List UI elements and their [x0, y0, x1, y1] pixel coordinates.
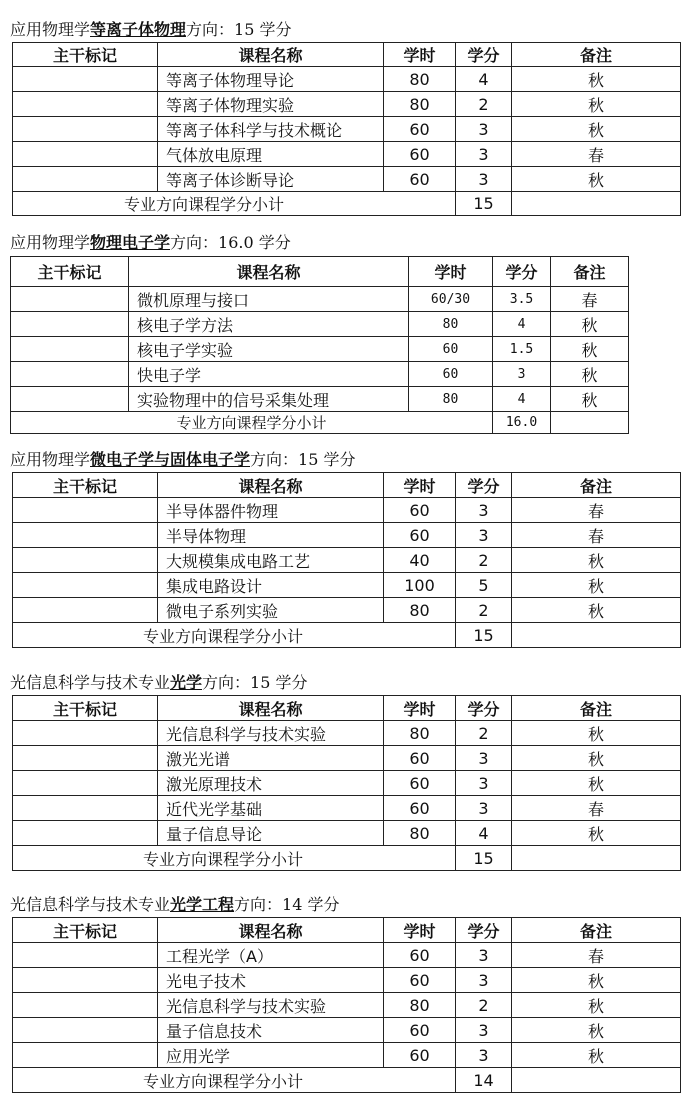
- subtotal-label: 专业方向课程学分小计: [11, 412, 493, 434]
- subtotal-note: [551, 412, 629, 434]
- course-name: 激光光谱: [158, 746, 384, 771]
- section-5-prefix: 光信息科学与技术专业: [10, 895, 171, 914]
- course-hours: 60: [384, 523, 456, 548]
- course-note: 秋: [512, 67, 681, 92]
- course-credits: 2: [456, 92, 512, 117]
- header-course: 课程名称: [158, 473, 384, 498]
- mark-cell: [13, 993, 158, 1018]
- table-header-row: [13, 43, 681, 67]
- course-hours: 40: [384, 548, 456, 573]
- course-name: 等离子体物理实验: [158, 92, 384, 117]
- course-name: 大规模集成电路工艺: [158, 548, 384, 573]
- course-name: 气体放电原理: [158, 142, 384, 167]
- header-credits: 学分: [456, 473, 512, 498]
- header-note: 备注: [512, 918, 681, 943]
- mark-cell: [13, 548, 158, 573]
- subtotal-row: [13, 623, 681, 648]
- course-note: 春: [512, 523, 681, 548]
- course-credits: 3: [456, 117, 512, 142]
- header-credits: 学分: [493, 257, 551, 287]
- course-credits: 3: [456, 1043, 512, 1068]
- subtotal-label: 专业方向课程学分小计: [13, 1068, 456, 1093]
- table-row: [13, 498, 681, 523]
- course-hours: 60: [409, 362, 493, 387]
- course-note: 秋: [512, 1018, 681, 1043]
- table-row: [11, 287, 629, 312]
- course-note: 秋: [551, 362, 629, 387]
- subtotal-note: [512, 192, 681, 216]
- mark-cell: [13, 523, 158, 548]
- mark-cell: [13, 573, 158, 598]
- course-name: 等离子体诊断导论: [158, 167, 384, 192]
- table-row: [13, 117, 681, 142]
- header-note: 备注: [512, 473, 681, 498]
- header-hours: 学时: [384, 43, 456, 67]
- course-note: 春: [512, 796, 681, 821]
- section-1-suffix: 方向：15 学分: [186, 20, 292, 39]
- mark-cell: [13, 167, 158, 192]
- table-row: [13, 1043, 681, 1068]
- mark-cell: [13, 821, 158, 846]
- subtotal-note: [512, 1068, 681, 1093]
- course-hours: 80: [384, 92, 456, 117]
- header-hours: 学时: [409, 257, 493, 287]
- table-row: [13, 142, 681, 167]
- table-row: [13, 746, 681, 771]
- course-name: 等离子体科学与技术概论: [158, 117, 384, 142]
- subtotal-label: 专业方向课程学分小计: [13, 192, 456, 216]
- course-note: 秋: [512, 92, 681, 117]
- course-credits: 3.5: [493, 287, 551, 312]
- header-course: 课程名称: [158, 43, 384, 67]
- section-5-table: [12, 917, 681, 1093]
- course-name: 实验物理中的信号采集处理: [129, 387, 409, 412]
- course-name: 半导体器件物理: [158, 498, 384, 523]
- course-name: 等离子体物理导论: [158, 67, 384, 92]
- course-credits: 3: [456, 771, 512, 796]
- course-hours: 60: [384, 1018, 456, 1043]
- mark-cell: [11, 312, 129, 337]
- course-name: 核电子学实验: [129, 337, 409, 362]
- section-1-table: [12, 42, 681, 216]
- course-credits: 3: [456, 498, 512, 523]
- course-hours: 80: [384, 721, 456, 746]
- mark-cell: [11, 387, 129, 412]
- subtotal-note: [512, 846, 681, 871]
- header-credits: 学分: [456, 918, 512, 943]
- header-note: 备注: [512, 43, 681, 67]
- section-4-prefix: 光信息科学与技术专业: [10, 673, 171, 692]
- header-note: 备注: [512, 696, 681, 721]
- section-1-prefix: 应用物理学: [10, 20, 91, 39]
- course-name: 光信息科学与技术实验: [158, 993, 384, 1018]
- course-credits: 3: [456, 968, 512, 993]
- course-note: 秋: [512, 1043, 681, 1068]
- mark-cell: [13, 598, 158, 623]
- course-hours: 60: [409, 337, 493, 362]
- course-hours: 60: [384, 117, 456, 142]
- subtotal-row: [11, 412, 629, 434]
- course-hours: 60: [384, 498, 456, 523]
- header-mark: 主干标记: [11, 257, 129, 287]
- mark-cell: [13, 746, 158, 771]
- course-hours: 80: [384, 821, 456, 846]
- header-mark: 主干标记: [13, 43, 158, 67]
- subtotal-note: [512, 623, 681, 648]
- course-hours: 100: [384, 573, 456, 598]
- course-hours: 60: [384, 746, 456, 771]
- course-credits: 3: [456, 167, 512, 192]
- table-row: [13, 771, 681, 796]
- section-3-prefix: 应用物理学: [10, 450, 91, 469]
- course-name: 激光原理技术: [158, 771, 384, 796]
- subtotal-label: 专业方向课程学分小计: [13, 846, 456, 871]
- course-credits: 3: [456, 1018, 512, 1043]
- subtotal-value: 15: [456, 623, 512, 648]
- course-credits: 4: [493, 312, 551, 337]
- section-4-table: [12, 695, 681, 871]
- course-credits: 5: [456, 573, 512, 598]
- table-row: [13, 821, 681, 846]
- table-row: [13, 968, 681, 993]
- mark-cell: [11, 287, 129, 312]
- section-4-direction: 光学: [170, 673, 203, 692]
- header-note: 备注: [551, 257, 629, 287]
- course-hours: 60: [384, 968, 456, 993]
- header-mark: 主干标记: [13, 696, 158, 721]
- course-credits: 3: [456, 943, 512, 968]
- subtotal-value: 15: [456, 192, 512, 216]
- table-header-row: [13, 473, 681, 498]
- section-5-direction: 光学工程: [170, 895, 235, 914]
- subtotal-row: [13, 846, 681, 871]
- course-note: 春: [512, 142, 681, 167]
- mark-cell: [11, 362, 129, 387]
- course-name: 半导体物理: [158, 523, 384, 548]
- section-4-suffix: 方向：15 学分: [202, 673, 308, 692]
- course-hours: 80: [384, 67, 456, 92]
- course-name: 工程光学（A）: [158, 943, 384, 968]
- subtotal-row: [13, 192, 681, 216]
- table-header-row: [11, 257, 629, 287]
- course-name: 量子信息导论: [158, 821, 384, 846]
- course-credits: 3: [493, 362, 551, 387]
- course-hours: 60: [384, 167, 456, 192]
- table-row: [13, 573, 681, 598]
- course-name: 微电子系列实验: [158, 598, 384, 623]
- course-note: 秋: [512, 167, 681, 192]
- course-note: 秋: [551, 387, 629, 412]
- course-name: 核电子学方法: [129, 312, 409, 337]
- mark-cell: [13, 943, 158, 968]
- course-credits: 4: [493, 387, 551, 412]
- table-row: [13, 598, 681, 623]
- course-note: 秋: [512, 548, 681, 573]
- header-course: 课程名称: [158, 696, 384, 721]
- course-note: 秋: [512, 598, 681, 623]
- table-row: [11, 387, 629, 412]
- section-5-suffix: 方向：14 学分: [234, 895, 340, 914]
- table-row: [13, 943, 681, 968]
- mark-cell: [13, 721, 158, 746]
- section-1-direction: 等离子体物理: [90, 20, 187, 39]
- course-note: 春: [512, 498, 681, 523]
- course-hours: 60/30: [409, 287, 493, 312]
- subtotal-row: [13, 1068, 681, 1093]
- course-name: 应用光学: [158, 1043, 384, 1068]
- table-row: [11, 312, 629, 337]
- course-note: 秋: [512, 721, 681, 746]
- header-hours: 学时: [384, 473, 456, 498]
- course-credits: 2: [456, 548, 512, 573]
- course-credits: 3: [456, 142, 512, 167]
- section-2-table: [10, 256, 629, 434]
- subtotal-value: 14: [456, 1068, 512, 1093]
- mark-cell: [13, 796, 158, 821]
- mark-cell: [13, 92, 158, 117]
- table-row: [13, 523, 681, 548]
- header-hours: 学时: [384, 918, 456, 943]
- mark-cell: [13, 498, 158, 523]
- course-name: 光信息科学与技术实验: [158, 721, 384, 746]
- mark-cell: [13, 67, 158, 92]
- table-row: [13, 796, 681, 821]
- section-3-direction: 微电子学与固体电子学: [90, 450, 251, 469]
- course-name: 集成电路设计: [158, 573, 384, 598]
- section-2-prefix: 应用物理学: [10, 233, 91, 252]
- course-note: 秋: [551, 337, 629, 362]
- header-course: 课程名称: [158, 918, 384, 943]
- section-2-heading: [10, 233, 291, 253]
- course-note: 秋: [512, 821, 681, 846]
- table-row: [11, 362, 629, 387]
- section-4-heading: [10, 673, 307, 693]
- course-credits: 4: [456, 67, 512, 92]
- course-hours: 80: [384, 598, 456, 623]
- mark-cell: [13, 142, 158, 167]
- course-note: 春: [512, 943, 681, 968]
- table-row: [13, 67, 681, 92]
- mark-cell: [13, 968, 158, 993]
- course-hours: 60: [384, 771, 456, 796]
- mark-cell: [13, 1018, 158, 1043]
- section-3-table: [12, 472, 681, 648]
- course-name: 量子信息技术: [158, 1018, 384, 1043]
- course-name: 微机原理与接口: [129, 287, 409, 312]
- course-credits: 2: [456, 993, 512, 1018]
- course-hours: 80: [384, 993, 456, 1018]
- course-credits: 1.5: [493, 337, 551, 362]
- section-2-suffix: 方向：16.0 学分: [170, 233, 291, 252]
- table-header-row: [13, 918, 681, 943]
- table-header-row: [13, 696, 681, 721]
- table-row: [13, 721, 681, 746]
- header-credits: 学分: [456, 43, 512, 67]
- course-note: 秋: [512, 573, 681, 598]
- course-credits: 3: [456, 523, 512, 548]
- header-mark: 主干标记: [13, 473, 158, 498]
- subtotal-label: 专业方向课程学分小计: [13, 623, 456, 648]
- table-row: [13, 548, 681, 573]
- course-note: 秋: [512, 746, 681, 771]
- course-note: 秋: [512, 117, 681, 142]
- mark-cell: [13, 771, 158, 796]
- section-2-direction: 物理电子学: [90, 233, 171, 252]
- section-3-suffix: 方向：15 学分: [250, 450, 356, 469]
- mark-cell: [13, 117, 158, 142]
- course-note: 秋: [551, 312, 629, 337]
- header-course: 课程名称: [129, 257, 409, 287]
- header-credits: 学分: [456, 696, 512, 721]
- mark-cell: [11, 337, 129, 362]
- table-row: [11, 337, 629, 362]
- course-name: 快电子学: [129, 362, 409, 387]
- course-credits: 2: [456, 598, 512, 623]
- table-row: [13, 993, 681, 1018]
- course-note: 秋: [512, 771, 681, 796]
- course-hours: 80: [409, 312, 493, 337]
- course-hours: 60: [384, 142, 456, 167]
- course-credits: 4: [456, 821, 512, 846]
- course-hours: 80: [409, 387, 493, 412]
- section-3-heading: [10, 450, 355, 470]
- subtotal-value: 16.0: [493, 412, 551, 434]
- course-credits: 2: [456, 721, 512, 746]
- mark-cell: [13, 1043, 158, 1068]
- course-hours: 60: [384, 796, 456, 821]
- table-row: [13, 167, 681, 192]
- course-note: 春: [551, 287, 629, 312]
- subtotal-value: 15: [456, 846, 512, 871]
- course-hours: 60: [384, 943, 456, 968]
- course-note: 秋: [512, 968, 681, 993]
- section-1-heading: [10, 20, 291, 40]
- header-mark: 主干标记: [13, 918, 158, 943]
- course-name: 近代光学基础: [158, 796, 384, 821]
- course-name: 光电子技术: [158, 968, 384, 993]
- course-credits: 3: [456, 746, 512, 771]
- table-row: [13, 1018, 681, 1043]
- course-credits: 3: [456, 796, 512, 821]
- course-hours: 60: [384, 1043, 456, 1068]
- table-row: [13, 92, 681, 117]
- section-5-heading: [10, 895, 339, 915]
- header-hours: 学时: [384, 696, 456, 721]
- course-note: 秋: [512, 993, 681, 1018]
